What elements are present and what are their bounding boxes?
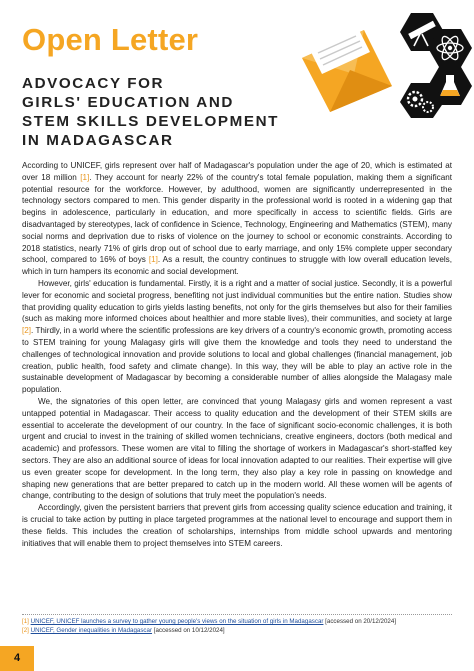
paragraph-text: According to UNICEF, girls represent over half of Madagascar's population under the age of 20, which is estimated at over 18 million: [22, 161, 452, 182]
footnote-number: [2]: [22, 627, 29, 634]
paragraph: [22, 502, 452, 549]
footnote-accessed: [accessed on 20/12/2024]: [323, 618, 397, 625]
reference-link[interactable]: [2]: [22, 326, 32, 336]
paragraph: [22, 160, 452, 278]
footnote-item: [22, 617, 452, 626]
page-subtitle: [22, 74, 322, 150]
footnote-link[interactable]: UNICEF, UNICEF launches a survey to gather young people's views on the situation of girls in Madagascar: [30, 618, 324, 625]
page-number: 4: [13, 652, 21, 664]
footnote-item: [22, 626, 452, 635]
reference-link[interactable]: [1]: [148, 255, 158, 265]
envelope-icon: [302, 28, 392, 112]
footnote-divider: [22, 614, 452, 615]
reference-link[interactable]: [1]: [80, 172, 90, 182]
footnotes: [22, 617, 452, 635]
subtitle-line: IN MADAGASCAR: [22, 132, 174, 149]
header-illustration: [300, 8, 474, 118]
letter-body: [22, 160, 452, 549]
subtitle-line: GIRLS' EDUCATION AND: [22, 94, 234, 111]
paragraph: [22, 278, 452, 396]
paragraph-text: . As a result, the country continues to struggle with low overall education levels, which in turn hampers its economic and social development.: [22, 255, 452, 277]
paragraph-text: Accordingly, given the persistent barriers that prevent girls from accessing quality science education and training, it is crucial to take action by putting in place targeted programmes at the national level to encourage and support them in these fields. This includes the creation of scholarships, internships from middle school upwards and mentoring initiatives that will enable them to project themselves into STEM careers.: [22, 503, 452, 548]
footnote-accessed: [accessed on 10/12/2024]: [152, 627, 225, 634]
footnote-link[interactable]: UNICEF, Gender inequalities in Madagascar: [30, 627, 153, 634]
footnote-number: [1]: [22, 618, 29, 625]
paragraph-text: . They account for nearly 22% of the country's total female population, making them a significant potential resource for the workforce. However, by adulthood, women are significantly underrepresented in the technology sectors compared to men. This gender disparity in the professional world is rooted in a widening gap that begins in adolescence, particularly in education, and more specifically in access to scientific fields. Girls are disadvantaged by stereotypes, lack of confidence in Science, Technology, Engineering and Mathematics (STEM), many social norms and deprivation due to risks of violence on the journey to school or economic constraints. According to 2018 statistics, nearly 71% of girls drop out of school due to early marriage, and only 15% complete upper secondary school, compared to 16% of boys: [22, 172, 452, 265]
subtitle-line: STEM SKILLS DEVELOPMENT: [22, 113, 280, 130]
subtitle-line: ADVOCACY FOR: [22, 75, 165, 92]
page-title: Open Letter: [22, 22, 199, 57]
paragraph-text: We, the signatories of this open letter, are convinced that young Malagasy girls and women represent a vast untapped potential in Madagascar. Their access to quality education and the development of their STEM skills are essential to accelerate the development of our country. In the face of significant socio-economic challenges, it is both urgent and crucial to invest in the training of skilled women technicians, creative engineers, doctors (both medical and academic) and professors. These women are vital to filling the shortage of workers in Madagascar's short-staffed key sectors. They are also an additional source of ideas for local innovation adapted to our realities. Their expertise will give us even greater scope for development. In the long term, they also play a key role in passing on knowledge and shaping new generations that are better prepared to catch up in the modern world. All these women will be agents of change, contributing to the design of solutions that truly meet the population's needs.: [22, 396, 452, 501]
paragraph: [22, 396, 452, 502]
paragraph-text: . Thirdly, in a world where the scientific professions are key drivers of a country's economic growth, promoting access to STEM training for young Malagasy girls will give them the knowledge and tools they need to understand the challenges of technological innovation and provide solutions to local and global challenges (financial management, job creation, public health, food safety and climate change). In this way, they will be able to play an active role in the sustainable development of Madagascar by becoming a considerable number of allies alongside the Malagasy male population.: [22, 326, 452, 395]
paragraph-text: However, girls' education is fundamental. Firstly, it is a right and a matter of social justice. Secondly, it is a powerful lever for economic and societal progress, benefiting not just individual communities but the entire nation. Studies show that providing quality education to girls yields lasting benefits, not only for the girls themselves but also for their families (such as making more informed choices about healthier and more stable lives), their communities, and society at large: [22, 278, 452, 324]
